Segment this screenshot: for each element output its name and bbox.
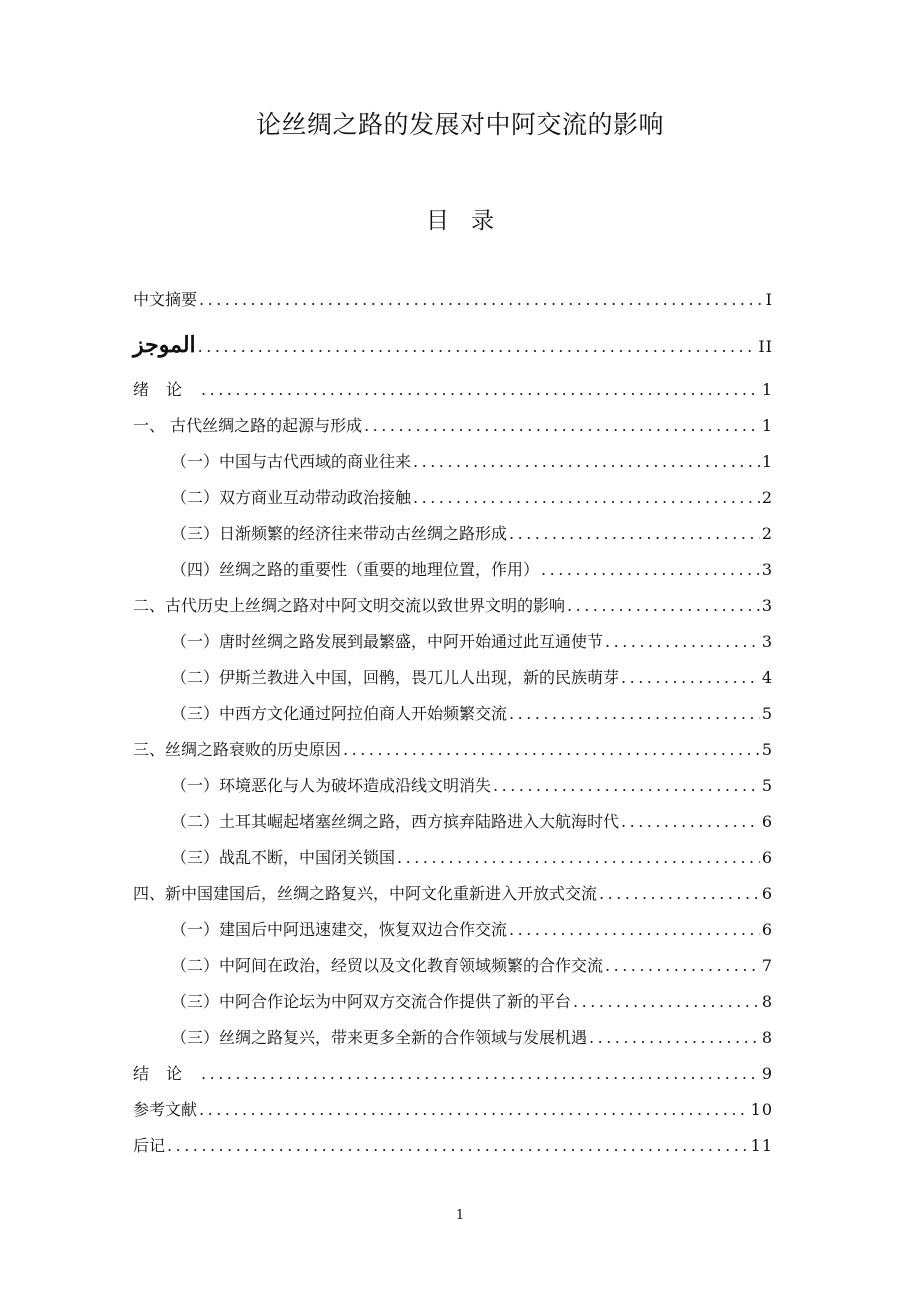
toc-entry-page: 6 <box>761 848 773 867</box>
toc-entry-page: 1 <box>761 380 773 399</box>
dot-leader <box>199 282 764 318</box>
toc-entry-section-3-3[interactable] <box>133 840 773 876</box>
dot-leader <box>364 408 760 444</box>
toc-entry-label: （一）中国与古代西域的商业往来 <box>171 452 412 471</box>
toc-entry-page: 2 <box>761 488 773 507</box>
toc-entry-section-2-1[interactable] <box>133 624 773 660</box>
toc-entry-section-1-2[interactable] <box>133 480 773 516</box>
dot-leader <box>621 660 760 696</box>
toc-entry-label: （三）战乱不断，中国闭关锁国 <box>171 848 396 867</box>
dot-leader <box>605 624 760 660</box>
table-of-contents <box>133 282 773 1164</box>
toc-entry-label: （二）伊斯兰教进入中国，回鹘，畏兀儿人出现，新的民族萌芽 <box>171 668 620 687</box>
dot-leader <box>413 480 760 516</box>
toc-entry-label: 一、 古代丝绸之路的起源与形成 <box>133 416 363 435</box>
dot-leader <box>198 320 757 374</box>
dot-leader <box>509 912 760 948</box>
toc-entry-chapter-3[interactable] <box>133 732 773 768</box>
toc-entry-page: I <box>765 290 773 309</box>
toc-entry-page: II <box>758 337 773 356</box>
toc-entry-label: （二）中阿间在政治，经贸以及文化教育领域频繁的合作交流 <box>171 956 604 975</box>
toc-entry-section-4-1[interactable] <box>133 912 773 948</box>
toc-entry-conclusion[interactable] <box>133 1056 773 1092</box>
toc-entry-label: （三）日渐频繁的经济往来带动古丝绸之路形成 <box>171 524 508 543</box>
page-number: 1 <box>455 1208 465 1223</box>
toc-entry-chinese-abstract[interactable] <box>133 282 773 318</box>
toc-entry-section-1-1[interactable] <box>133 444 773 480</box>
toc-entry-label: （一）唐时丝绸之路发展到最繁盛，中阿开始通过此互通使节 <box>171 632 604 651</box>
toc-entry-page: 6 <box>761 920 773 939</box>
toc-entry-label: 结论 <box>133 1064 200 1083</box>
toc-entry-label: 参考文献 <box>133 1100 198 1119</box>
toc-entry-page: 6 <box>761 884 773 903</box>
dot-leader <box>509 696 760 732</box>
dot-leader <box>201 1056 760 1092</box>
toc-entry-page: 1 <box>761 452 773 471</box>
dot-leader <box>167 1128 749 1164</box>
toc-entry-section-2-3[interactable] <box>133 696 773 732</box>
toc-entry-label: 中文摘要 <box>133 290 198 309</box>
toc-entry-page: 11 <box>750 1136 773 1155</box>
dot-leader <box>573 984 760 1020</box>
toc-entry-page: 3 <box>761 596 773 615</box>
toc-entry-chapter-1[interactable] <box>133 408 773 444</box>
toc-entry-label: （四）丝绸之路的重要性（重要的地理位置，作用） <box>171 560 540 579</box>
toc-entry-chapter-2[interactable] <box>133 588 773 624</box>
toc-entry-label: （三）中西方文化通过阿拉伯商人开始频繁交流 <box>171 704 508 723</box>
dot-leader <box>201 372 760 408</box>
toc-entry-page: 1 <box>761 416 773 435</box>
toc-entry-section-4-2[interactable] <box>133 948 773 984</box>
toc-entry-page: 9 <box>761 1064 773 1083</box>
toc-entry-page: 3 <box>761 632 773 651</box>
dot-leader <box>397 840 760 876</box>
toc-entry-chapter-4[interactable] <box>133 876 773 912</box>
toc-entry-label: 绪论 <box>133 380 200 399</box>
toc-entry-label: （一）建国后中阿迅速建交，恢复双边合作交流 <box>171 920 508 939</box>
dot-leader <box>413 444 760 480</box>
toc-entry-label: （二）土耳其崛起堵塞丝绸之路，西方摈弃陆路进入大航海时代 <box>171 812 620 831</box>
toc-entry-page: 3 <box>761 560 773 579</box>
toc-entry-page: 8 <box>761 992 773 1011</box>
toc-entry-page: 5 <box>761 704 773 723</box>
toc-entry-section-4-3[interactable] <box>133 984 773 1020</box>
dot-leader <box>541 552 760 588</box>
toc-entry-section-4-4[interactable] <box>133 1020 773 1056</box>
dot-leader <box>509 516 760 552</box>
toc-entry-section-1-3[interactable] <box>133 516 773 552</box>
toc-entry-postscript[interactable] <box>133 1128 773 1164</box>
toc-entry-section-1-4[interactable] <box>133 552 773 588</box>
toc-entry-label: （三）丝绸之路复兴，带来更多全新的合作领域与发展机遇 <box>171 1028 588 1047</box>
toc-entry-page: 2 <box>761 524 773 543</box>
toc-entry-page: 8 <box>761 1028 773 1047</box>
toc-entry-page: 10 <box>750 1100 773 1119</box>
toc-entry-page: 6 <box>761 812 773 831</box>
dot-leader <box>199 1092 749 1128</box>
toc-heading: 目录 <box>426 208 516 234</box>
toc-entry-label: 三、丝绸之路衰败的历史原因 <box>133 740 342 759</box>
toc-entry-label: （一）环境恶化与人为破坏造成沿线文明消失 <box>171 776 492 795</box>
toc-entry-arabic-abstract[interactable] <box>133 318 773 372</box>
toc-entry-section-2-2[interactable] <box>133 660 773 696</box>
dot-leader <box>567 588 760 624</box>
toc-entry-references[interactable] <box>133 1092 773 1128</box>
toc-entry-label: （二）双方商业互动带动政治接触 <box>171 488 412 507</box>
toc-entry-introduction[interactable] <box>133 372 773 408</box>
dot-leader <box>589 1020 760 1056</box>
dot-leader <box>621 804 760 840</box>
toc-entry-page: 5 <box>761 740 773 759</box>
toc-entry-page: 7 <box>761 956 773 975</box>
toc-entry-page: 5 <box>761 776 773 795</box>
document-title: 论丝绸之路的发展对中阿交流的影响 <box>255 110 664 139</box>
toc-entry-section-3-2[interactable] <box>133 804 773 840</box>
toc-entry-label: الموجز <box>133 332 196 358</box>
toc-entry-label: 后记 <box>133 1136 166 1155</box>
toc-entry-section-3-1[interactable] <box>133 768 773 804</box>
dot-leader <box>343 732 760 768</box>
toc-entry-label: 四、新中国建国后，丝绸之路复兴，中阿文化重新进入开放式交流 <box>133 884 598 903</box>
dot-leader <box>493 768 760 804</box>
dot-leader <box>605 948 760 984</box>
toc-entry-label: （三）中阿合作论坛为中阿双方交流合作提供了新的平台 <box>171 992 572 1011</box>
toc-entry-page: 4 <box>761 668 773 687</box>
dot-leader <box>599 876 760 912</box>
toc-entry-label: 二、古代历史上丝绸之路对中阿文明交流以致世界文明的影响 <box>133 596 566 615</box>
